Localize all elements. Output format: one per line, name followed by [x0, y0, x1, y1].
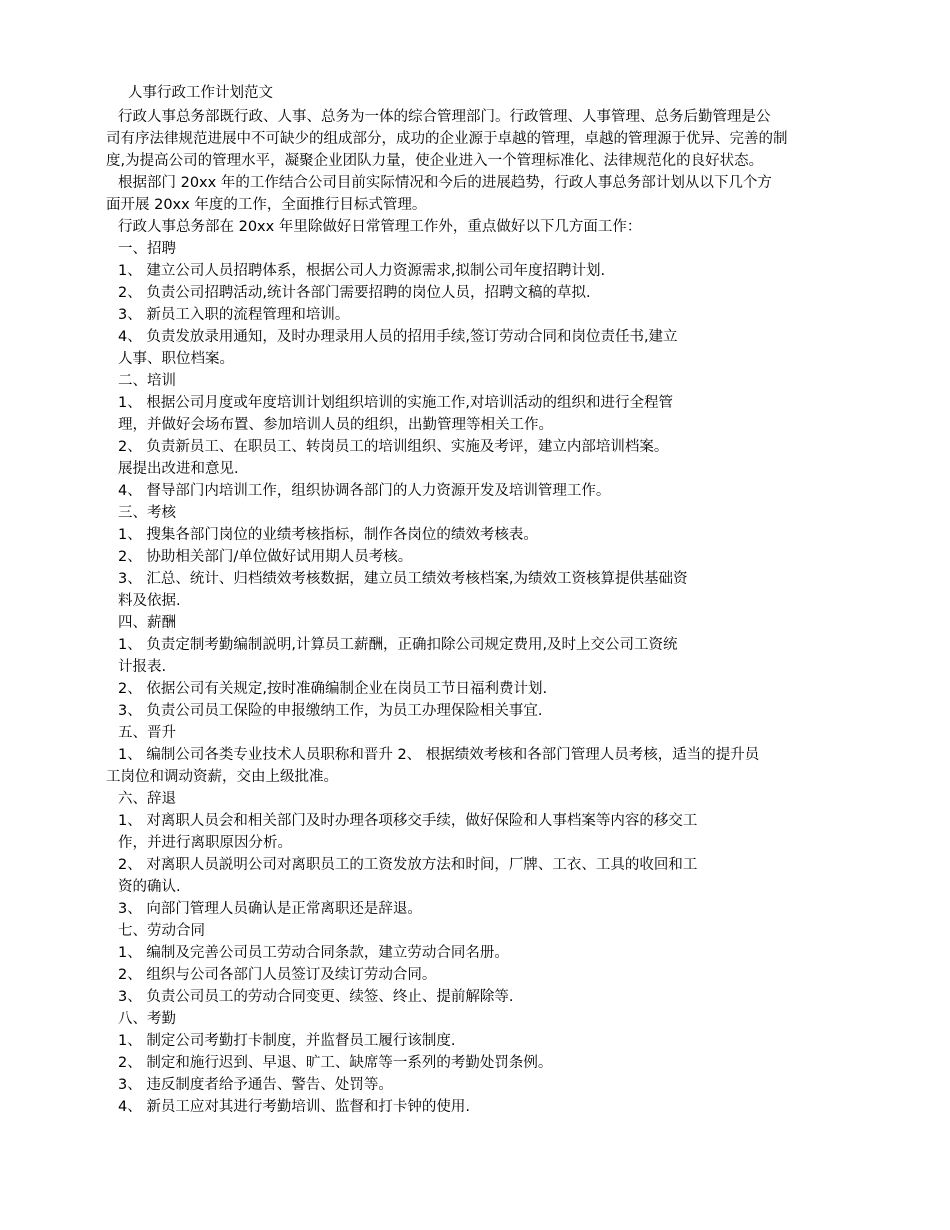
document-line: 2、 负责公司招聘活动,统计各部门需要招聘的岗位人员，招聘文稿的草拟. — [118, 285, 591, 301]
document-line: 五、晋升 — [118, 725, 176, 741]
document-line: 行政人事总务部既行政、人事、总务为一体的综合管理部门。行政管理、人事管理、总务后勤管理是公 — [118, 109, 771, 125]
document-line: 3、 负责公司员工保险的申报缴纳工作，为员工办理保险相关事宜. — [118, 703, 543, 719]
document-line: 2、 对离职人员説明公司对离职员工的工资发放方法和时间，厂牌、工衣、工具的收回和工 — [118, 857, 698, 873]
document-line: 人事、职位档案。 — [118, 351, 234, 367]
document-line: 司有序法律规范进展中不可缺少的组成部分，成功的企业源于卓越的管理，卓越的管理源于优异、完善的制 — [106, 131, 788, 147]
document-line: 2、 协助相关部门/单位做好试用期人员考核。 — [118, 549, 413, 565]
document-line: 2、 组织与公司各部门人员签订及续订劳动合同。 — [118, 967, 437, 983]
document-line: 1、 编制及完善公司员工劳动合同条款，建立劳动合同名册。 — [118, 945, 509, 961]
document-line: 度,为提高公司的管理水平，凝聚企业团队力量，使企业进入一个管理标准化、法律规范化的良好状态。 — [106, 153, 764, 169]
document-line: 3、 新员工入职的流程管理和培训。 — [118, 307, 350, 323]
document-line: 理，并做好会场布置、参加培训人员的组织，出勤管理等相关工作。 — [118, 417, 553, 433]
document-line: 料及依据. — [118, 593, 181, 609]
document-line: 2、 制定和施行迟到、早退、旷工、缺席等一系列的考勤处罚条例。 — [118, 1055, 553, 1071]
document-title: 人事行政工作计划范文 — [128, 85, 273, 101]
document-line: 2、 依据公司有关规定,按时准确编制企业在岗员工节日福利费计划. — [118, 681, 548, 697]
document-line: 3、 向部门管理人员确认是正常离职还是辞退。 — [118, 901, 422, 917]
document-line: 1、 根据公司月度或年度培训计划组织培训的实施工作,对培训活动的组织和进行全程管 — [118, 395, 673, 411]
document-line: 2、 负责新员工、在职员工、转岗员工的培训组织、实施及考评，建立内部培训档案。 — [118, 439, 669, 455]
document-line: 4、 新员工应对其进行考勤培训、监督和打卡钟的使用. — [118, 1099, 470, 1115]
document-line: 四、薪酬 — [118, 615, 176, 631]
document-line: 三、考核 — [118, 505, 176, 521]
document-line: 六、辞退 — [118, 791, 176, 807]
document-line: 1、 编制公司各类专业技术人员职称和晋升 2、 根据绩效考核和各部门管理人员考核，适当的提升员 — [118, 747, 760, 763]
document-line: 计报表. — [118, 659, 167, 675]
document-line: 资的确认. — [118, 879, 181, 895]
document-line: 4、 负责发放录用通知，及时办理录用人员的招用手续,签订劳动合同和岗位责任书,建立 — [118, 329, 678, 345]
document-line: 八、考勤 — [118, 1011, 176, 1027]
document-line: 3、 违反制度者给予通告、警告、处罚等。 — [118, 1077, 393, 1093]
document-line: 面开展 20xx 年度的工作，全面推行目标式管理。 — [106, 197, 427, 213]
document-line: 作，并进行离职原因分析。 — [118, 835, 292, 851]
document-line: 1、 建立公司人员招聘体系，根据公司人力资源需求,拟制公司年度招聘计划. — [118, 263, 606, 279]
document-line: 展提出改进和意见. — [118, 461, 239, 477]
document-line: 工岗位和调动资薪，交由上级批准。 — [106, 769, 338, 785]
document-line: 行政人事总务部在 20xx 年里除做好日常管理工作外，重点做好以下几方面工作： — [118, 219, 642, 235]
document-line: 根据部门 20xx 年的工作结合公司目前实际情况和今后的进展趋势，行政人事总务部计划从以下几个方 — [118, 175, 772, 191]
document-line: 七、劳动合同 — [118, 923, 205, 939]
document-line: 1、 制定公司考勤打卡制度，并监督员工履行该制度. — [118, 1033, 456, 1049]
document-line: 1、 对离职人员会和相关部门及时办理各项移交手续，做好保险和人事档案等内容的移交工 — [118, 813, 698, 829]
document-line: 3、 汇总、统计、归档绩效考核数据，建立员工绩效考核档案,为绩效工资核算提供基础资 — [118, 571, 688, 587]
document-line: 1、 负责定制考勤编制説明,计算员工薪酬，正确扣除公司规定费用,及时上交公司工资统 — [118, 637, 678, 653]
document-line: 3、 负责公司员工的劳动合同变更、续签、终止、提前解除等. — [118, 989, 514, 1005]
document-line: 一、招聘 — [118, 241, 176, 257]
document-line: 1、 搜集各部门岗位的业绩考核指标，制作各岗位的绩效考核表。 — [118, 527, 538, 543]
document-line: 二、培训 — [118, 373, 176, 389]
document-line: 4、 督导部门内培训工作，组织协调各部门的人力资源开发及培训管理工作。 — [118, 483, 611, 499]
